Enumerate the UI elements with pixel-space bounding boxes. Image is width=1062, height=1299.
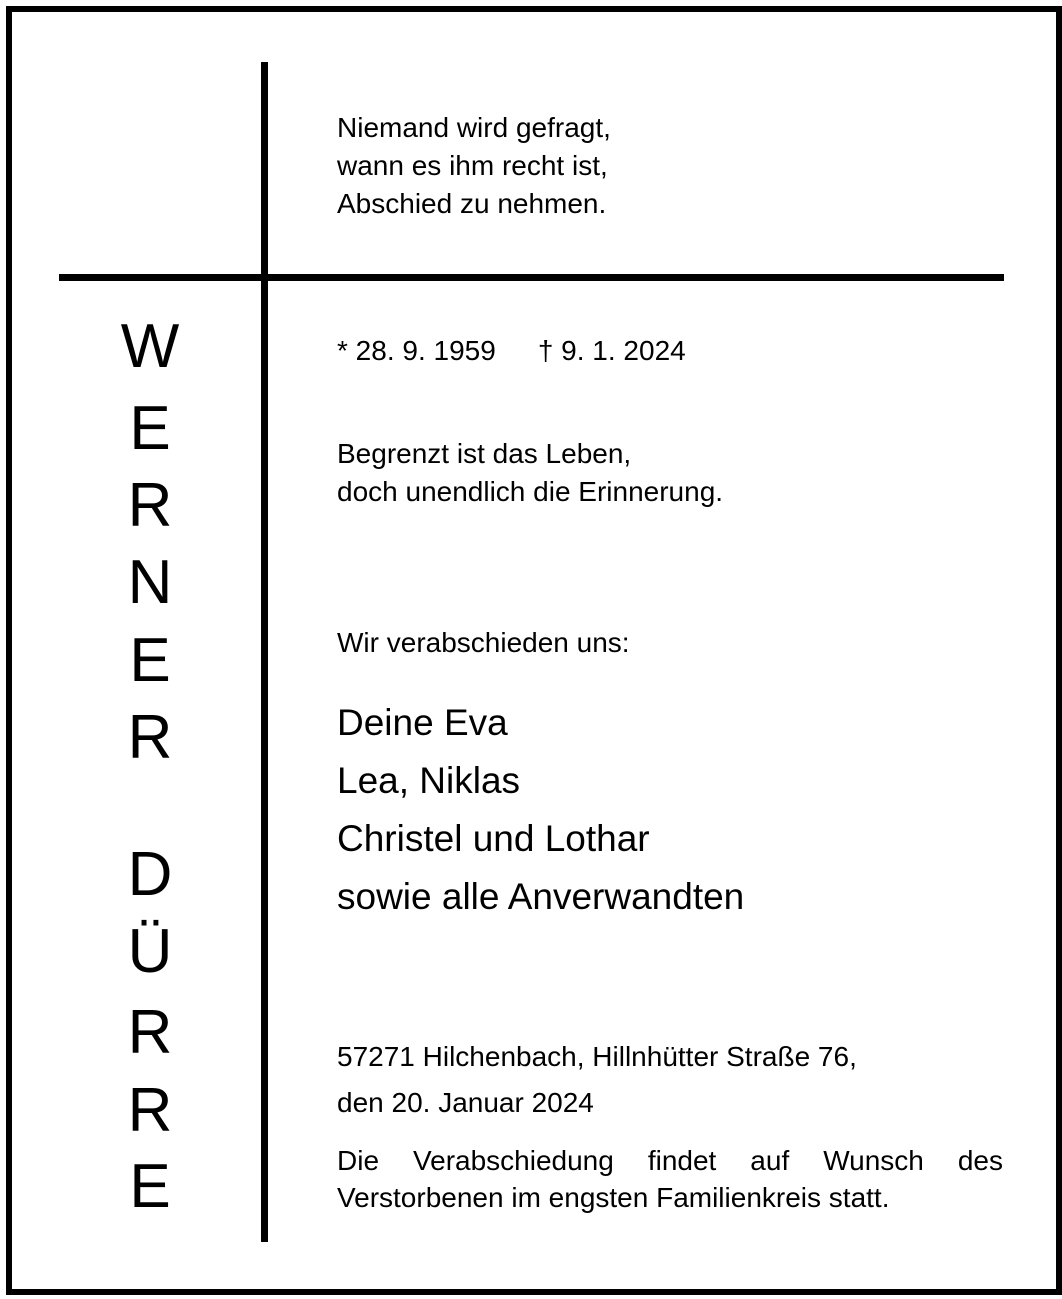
mourners-list <box>337 694 744 926</box>
farewell-intro: Wir verabschieden uns: <box>337 627 630 658</box>
mourner-line: Christel und Lothar <box>337 818 650 859</box>
name-letter: N <box>127 548 173 617</box>
verse-line: doch unendlich die Erinnerung. <box>337 476 724 507</box>
verse-line: Begrenzt ist das Leben, <box>337 438 632 469</box>
birth-date: * 28. 9. 1959 <box>337 335 496 366</box>
name-letter: R <box>127 471 173 540</box>
death-date: † 9. 1. 2024 <box>537 335 686 366</box>
notice-line: Die Verabschiedung findet auf Wunsch des <box>337 1145 1003 1176</box>
address-line: 57271 Hilchenbach, Hillnhütter Straße 76, <box>337 1041 857 1072</box>
address-block <box>337 1034 857 1126</box>
cross-vertical-bar <box>261 62 268 1242</box>
name-letter: E <box>129 394 171 463</box>
life-dates <box>337 332 686 370</box>
name-letter: E <box>129 626 171 695</box>
verse-middle <box>337 435 723 511</box>
ceremony-notice <box>337 1142 1003 1216</box>
name-letter: W <box>120 312 180 381</box>
name-letter: R <box>127 703 173 772</box>
date-line: den 20. Januar 2024 <box>337 1087 594 1118</box>
verse-line: Niemand wird gefragt, <box>337 112 611 143</box>
name-letter: E <box>129 1152 171 1221</box>
mourner-line: Lea, Niklas <box>337 760 521 801</box>
cross-horizontal-bar <box>59 274 1004 281</box>
verse-line: Abschied zu nehmen. <box>337 188 607 219</box>
verse-line: wann es ihm recht ist, <box>337 150 608 181</box>
name-letter: R <box>127 998 173 1067</box>
mourner-line: Deine Eva <box>337 702 508 743</box>
name-letter: R <box>127 1076 173 1145</box>
name-letter: Ü <box>127 917 173 986</box>
name-letter: D <box>127 840 173 909</box>
verse-top <box>337 109 611 223</box>
notice-line: Verstorbenen im engsten Familienkreis statt. <box>337 1182 890 1213</box>
mourner-line: sowie alle Anverwandten <box>337 876 745 917</box>
